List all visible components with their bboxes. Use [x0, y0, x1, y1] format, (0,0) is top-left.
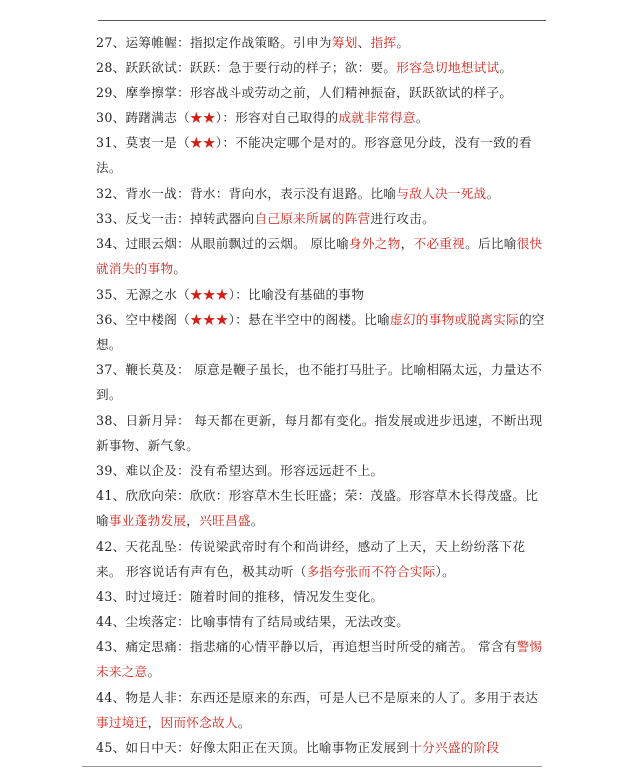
entry-text: 31、莫衷一是（	[96, 135, 190, 150]
highlighted-text: 形容急切地想试试	[396, 60, 500, 75]
entry-text: 34、过眼云烟：从眼前飘过的云烟。 原比喻	[96, 236, 350, 251]
highlighted-text: 身外之物	[349, 236, 401, 251]
entry-text: 33、反戈一击：掉转武器向	[96, 211, 255, 226]
highlighted-text: 成就非常得意	[338, 110, 416, 125]
entry-text: ）：不能决定哪个是对的。形容意见分歧，没有一致的看法。	[96, 135, 532, 175]
entry-text: 的空想。	[96, 312, 545, 352]
idiom-entry	[96, 483, 546, 533]
idiom-entry	[96, 685, 546, 735]
entry-text: 。	[396, 35, 410, 50]
entry-text: 44、尘埃落定：比喻事情有了结局或结果，无法改变。	[96, 614, 410, 629]
highlighted-text: 事业蓬勃发展	[108, 513, 187, 528]
idiom-entry	[96, 80, 546, 105]
highlighted-text: 警惕未来之意	[96, 639, 543, 679]
entry-text: 、	[357, 35, 371, 50]
idiom-entry	[96, 181, 546, 206]
entry-text: 。	[237, 715, 251, 730]
entry-text: 28、跃跃欲试：跃跃：急于要行动的样子；欲：要。	[96, 60, 397, 75]
idiom-entry	[96, 30, 546, 55]
entry-text: ）。	[435, 564, 456, 579]
entry-text: 。	[147, 664, 161, 679]
idiom-entry	[96, 634, 546, 684]
entry-text: ，	[147, 715, 161, 730]
entry-text: 。	[415, 110, 429, 125]
entry-text: 43、时过境迁：随着时间的推移，情况发生变化。	[96, 589, 384, 604]
entry-text: 41、欣欣向荣：欣欣：形容草木生长旺盛；荣：茂盛。形容草木长得茂盛。比喻	[96, 488, 539, 528]
entry-text: 35、无源之水（	[96, 287, 190, 302]
highlighted-text: 与敌人决一死战	[396, 186, 487, 201]
highlighted-text: 事过境迁	[96, 715, 148, 730]
entry-text: 45、如日中天：好像太阳正在天顶。比喻事物正发展到	[96, 740, 410, 755]
highlighted-text: 因而怀念故人	[160, 715, 238, 730]
idiom-entry	[96, 206, 546, 231]
entry-text: ，	[186, 513, 200, 528]
entry-text: 43、痛定思痛：指悲痛的心情平静以后，再追想当时所受的痛苦。 常含有	[96, 639, 517, 654]
entry-text: 。	[173, 261, 187, 276]
highlighted-text: 虚幻的事物或脱离实际	[390, 312, 519, 327]
entry-text: 。	[499, 60, 513, 75]
highlighted-text: 很快就消失的事物	[96, 236, 543, 276]
highlighted-text: 十分兴盛的阶段	[409, 740, 500, 755]
idiom-entry	[96, 357, 546, 407]
highlighted-text: ★★★	[190, 312, 229, 327]
entry-text: 38、日新月异： 每天都在更新，每月都有变化。指发展或进步迅速，不断出现新事物、新气象。	[96, 413, 543, 453]
entry-text: ）：形容对自己取得的	[215, 110, 339, 125]
idiom-entry	[96, 609, 546, 634]
entry-text: 27、运筹帷幄：指拟定作战策略。引申为	[96, 35, 332, 50]
highlighted-text: 指挥	[370, 35, 397, 50]
entry-text: ）：比喻没有基础的事物	[228, 287, 365, 302]
idiom-entry	[96, 735, 546, 760]
idiom-entry	[96, 105, 546, 130]
entry-text: 29、摩拳擦掌：形容战斗或劳动之前，人们精神振奋，跃跃欲试的样子。	[96, 85, 513, 100]
idiom-entry	[96, 584, 546, 609]
highlighted-text: 自己原来所属的阵营	[254, 211, 371, 226]
entry-text: 37、鞭长莫及： 原意是鞭子虽长，也不能打马肚子。比喻相隔太远，力量达不到。	[96, 362, 543, 402]
highlighted-text: 兴旺昌盛	[199, 513, 251, 528]
idiom-entry	[96, 408, 546, 458]
idiom-entry	[96, 55, 546, 80]
highlighted-text: 不必重视	[413, 236, 466, 251]
entry-text: 。后比喻	[465, 236, 517, 251]
entry-text: ）：悬在半空中的阁楼。比喻	[228, 312, 391, 327]
entry-text: 32、背水一战：背水：背向水，表示没有退路。比喻	[96, 186, 397, 201]
idiom-entry	[96, 231, 546, 281]
top-rule	[98, 20, 546, 21]
idiom-entry	[96, 534, 546, 584]
entry-text: 。	[250, 513, 264, 528]
idiom-entry	[96, 130, 546, 180]
idiom-entry	[96, 282, 546, 307]
bottom-rule	[82, 766, 542, 767]
entry-text: 42、天花乱坠：传说梁武帝时有个和尚讲经，感动了上天，天上纷纷落下花来。 形容说话有声有色，极其动听（	[96, 539, 526, 579]
entry-text: 进行攻击。	[370, 211, 435, 226]
highlighted-text: 筹划	[331, 35, 358, 50]
entry-text: ，	[400, 236, 414, 251]
highlighted-text: ★★	[190, 110, 216, 125]
highlighted-text: ★★★	[190, 287, 229, 302]
idiom-entry	[96, 458, 546, 483]
entry-text: 。	[486, 186, 500, 201]
highlighted-text: 多指夸张而不符合实际	[306, 564, 436, 579]
entry-text: 39、难以企及：没有希望达到。形容远远赶不上。	[96, 463, 384, 478]
idiom-entry	[96, 307, 546, 357]
entry-text: 36、空中楼阁（	[96, 312, 190, 327]
entry-text: 44、物是人非：东西还是原来的东西，可是人已不是原来的人了。多用于表达	[96, 690, 539, 705]
entry-text: 30、踌躇满志（	[96, 110, 190, 125]
highlighted-text: ★★	[190, 135, 216, 150]
